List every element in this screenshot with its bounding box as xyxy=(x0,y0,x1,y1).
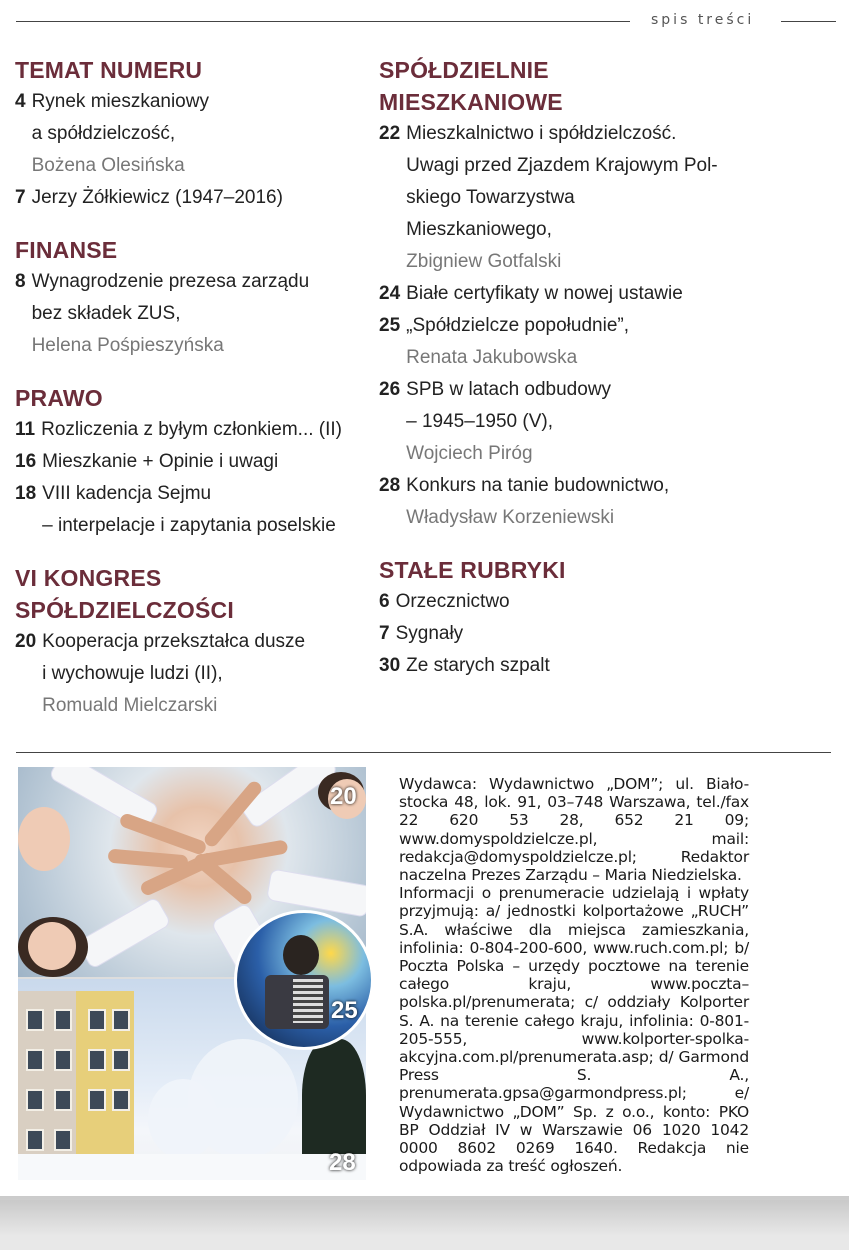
accordion-player-photo xyxy=(234,910,374,1050)
article-author: Romuald Mielczarski xyxy=(42,695,218,716)
article-title-line: – 1945–1950 (V), xyxy=(406,411,553,432)
toc-entry[interactable] xyxy=(379,374,724,470)
toc-entry[interactable] xyxy=(15,478,355,542)
toc-left-column xyxy=(15,54,355,742)
divider-rule xyxy=(16,752,831,753)
page-number: 7 xyxy=(379,623,390,644)
page-number: 4 xyxy=(15,91,26,112)
entry-body xyxy=(32,182,355,214)
article-title-line: „Spółdzielcze popołudnie”, xyxy=(406,315,630,336)
toc-section xyxy=(15,234,355,362)
article-title-line: Mieszkalnictwo i spółdzielczość. xyxy=(406,123,677,144)
article-title-line: Kooperacja przekształca dusze xyxy=(42,631,306,652)
entry-body xyxy=(406,470,724,534)
page-badge-25: 25 xyxy=(331,997,358,1024)
publisher-info xyxy=(399,775,749,1175)
header-rule-right xyxy=(781,21,836,22)
page-number: 16 xyxy=(15,451,37,472)
toc-entry[interactable] xyxy=(15,182,355,214)
toc-entry[interactable] xyxy=(379,650,724,682)
page-number: 26 xyxy=(379,379,401,400)
article-title-line: skiego Towarzystwa Mieszkaniowego, xyxy=(406,187,575,240)
article-title-line: Mieszkanie + Opinie i uwagi xyxy=(42,451,279,472)
article-author: Bożena Olesińska xyxy=(31,155,185,176)
article-title-line: Uwagi przed Zjazdem Krajowym Pol- xyxy=(406,155,718,176)
page-number: 11 xyxy=(15,419,36,440)
entry-body xyxy=(396,586,724,618)
toc-entry[interactable] xyxy=(379,470,724,534)
article-author: Zbigniew Gotfalski xyxy=(406,251,562,272)
entry-body xyxy=(32,266,355,362)
page-number: 7 xyxy=(15,187,26,208)
article-author: Renata Jakubowska xyxy=(406,347,578,368)
article-title-line: Rozliczenia z byłym członkiem... (II) xyxy=(41,419,342,440)
page-number: 25 xyxy=(379,315,401,336)
toc-entry[interactable] xyxy=(379,310,724,374)
entry-body xyxy=(42,626,355,722)
entry-body xyxy=(42,478,355,542)
entry-body xyxy=(406,310,724,374)
article-title-line: Białe certyfikaty w nowej ustawie xyxy=(406,283,683,304)
article-author: Wojciech Piróg xyxy=(406,443,533,464)
toc-right-column xyxy=(379,54,724,702)
entry-body xyxy=(396,618,724,650)
toc-entry[interactable] xyxy=(15,86,355,182)
page-shadow xyxy=(0,1196,849,1236)
article-title-line: Sygnały xyxy=(395,623,464,644)
entry-body xyxy=(32,86,355,182)
entry-body xyxy=(406,650,724,682)
article-title-line: i wychowuje ludzi (II), xyxy=(42,663,223,684)
header-rule-left xyxy=(16,21,630,22)
page-number: 20 xyxy=(15,631,37,652)
article-title-line: a spółdzielczość, xyxy=(31,123,176,144)
article-title-line: Ze starych szpalt xyxy=(406,655,550,676)
entry-body xyxy=(406,374,724,470)
toc-section xyxy=(15,382,355,542)
article-title-line: Konkurs na tanie budownictwo, xyxy=(406,475,670,496)
page-number: 22 xyxy=(379,123,401,144)
page-number: 6 xyxy=(379,591,390,612)
toc-entry[interactable] xyxy=(379,278,724,310)
toc-entry[interactable] xyxy=(379,586,724,618)
toc-entry[interactable] xyxy=(15,626,355,722)
article-author: Helena Pośpieszyńska xyxy=(31,335,224,356)
section-title: PRAWO xyxy=(15,385,103,411)
toc-entry[interactable] xyxy=(15,266,355,362)
page-number: 30 xyxy=(379,655,401,676)
toc-section xyxy=(379,54,724,534)
article-title-line: Orzecznictwo xyxy=(395,591,510,612)
page-number: 8 xyxy=(15,271,26,292)
page-badge-28: 28 xyxy=(329,1149,356,1176)
article-title-line: Jerzy Żółkiewicz (1947–2016) xyxy=(31,187,283,208)
article-title-line: SPB w latach odbudowy xyxy=(406,379,612,400)
entry-body xyxy=(406,278,724,310)
article-title-line: – interpelacje i zapytania poselskie xyxy=(42,515,336,536)
section-title: STAŁE RUBRYKI xyxy=(379,557,566,583)
article-title-line: Wynagrodzenie prezesa zarządu xyxy=(31,271,310,292)
article-title-line: bez składek ZUS, xyxy=(31,303,181,324)
section-title: TEMAT NUMERU xyxy=(15,57,203,83)
toc-entry[interactable] xyxy=(15,446,355,478)
section-title: VI KONGRES SPÓŁDZIELCZOŚCI xyxy=(15,565,234,623)
page-number: 24 xyxy=(379,283,401,304)
article-title-line: Rynek mieszkaniowy xyxy=(31,91,209,112)
subscription-paragraph: Informacji o prenumeracie udzielają i wpłaty przyjmują: a/ jednostki kolportażowe „RUCH” S.A. właściwe dla miejsca zamieszkania, infolinia: 0-804-200-600, www.ruch.com.pl; b/ Poczta Polska – urzędy pocztowe na terenie całego kraju, www.poczta–polska.pl/prenumerata; c/ oddziały Kolporter S. A. na terenie całego kraju, infolinia: 0-801-205-555, www.kolporter-spolka-akcyjna.com.pl/prenumerata.asp; d/ Garmond Press S. A., prenumerata.gpsa@garmondpress.pl; e/ Wydawnictwo „DOM” Sp. z o.o., konto: PKO BP Oddział IV w Warszawie 06 1020 1042 0000 8602 0269 1640. Redakcja nie odpowiada za treść ogłoszeń. xyxy=(399,884,749,1176)
section-header-label: spis treści xyxy=(651,12,755,28)
section-title: FINANSE xyxy=(15,237,118,263)
publisher-paragraph: Wydawca: Wydawnictwo „DOM”; ul. Biało-stocka 48, lok. 91, 03–748 Warszawa, tel./fax 22 620 53 28, 652 21 09; www.domyspoldzielcze.pl, mail: redakcja@domyspoldzielcze.pl; Redaktor naczelna Prezes Zarządu – Maria Niedzielska. xyxy=(399,775,749,885)
toc-entry[interactable] xyxy=(379,118,724,278)
toc-section xyxy=(15,54,355,214)
entry-body xyxy=(42,446,355,478)
toc-section xyxy=(379,554,724,682)
article-title-line: VIII kadencja Sejmu xyxy=(42,483,212,504)
entry-body xyxy=(41,414,355,446)
page-number: 28 xyxy=(379,475,401,496)
page-badge-20: 20 xyxy=(330,783,357,810)
toc-entry[interactable] xyxy=(379,618,724,650)
toc-section xyxy=(15,562,355,722)
page-number: 18 xyxy=(15,483,37,504)
section-title: SPÓŁDZIELNIE MIESZKANIOWE xyxy=(379,57,563,115)
toc-entry[interactable] xyxy=(15,414,355,446)
article-author: Władysław Korzeniewski xyxy=(406,507,615,528)
entry-body xyxy=(406,118,724,278)
